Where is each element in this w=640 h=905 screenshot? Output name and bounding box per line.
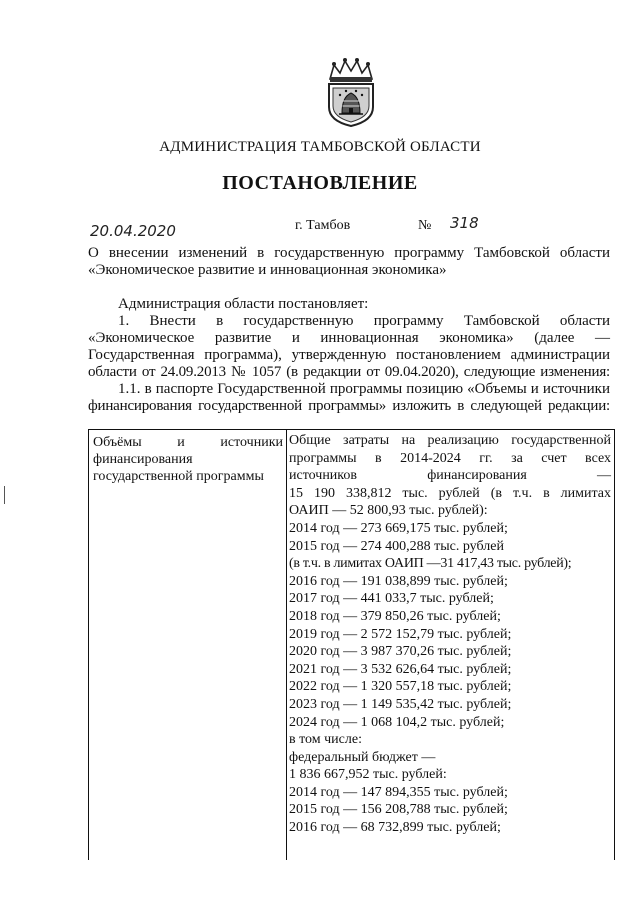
table-right-line: Общие затраты на реализацию государственной (289, 433, 611, 448)
table-right-line: в том числе: (289, 732, 362, 748)
table-right-line: 2018 год — 379 850,26 тыс. рублей; (289, 608, 501, 624)
table-right-line: ОАИП — 52 800,93 тыс. рублей): (289, 503, 488, 519)
document-body (88, 296, 610, 415)
table-left-line: Объёмы и источники (93, 435, 283, 450)
body-line: области от 24.09.2013 № 1057 (в редакции от 09.04.2020), следующие изменения: (88, 364, 610, 380)
body-line: 1.1. в паспорте Государственной программы позицию «Объемы и источники (118, 381, 610, 397)
body-line: Государственная программа), утвержденную постановлением администрации (88, 347, 610, 363)
table-right-line: 2015 год — 274 400,288 тыс. рублей (289, 538, 504, 554)
table-right-line: 2024 год — 1 068 104,2 тыс. рублей; (289, 714, 505, 730)
document-subject (88, 245, 610, 279)
table-right-line: источников финансирования — (289, 468, 611, 484)
document-city: г. Тамбов (295, 218, 351, 233)
table-right-line: 2016 год — 68 732,899 тыс. рублей; (289, 820, 501, 836)
table-left-line: государственной программы (93, 469, 264, 484)
financing-table (88, 429, 615, 860)
table-right-line: 2021 год — 3 532 626,64 тыс. рублей; (289, 661, 512, 677)
table-right-line: 2016 год — 191 038,899 тыс. рублей; (289, 573, 508, 589)
document-type-title: ПОСТАНОВЛЕНИЕ (222, 172, 418, 194)
table-left-line: финансирования (93, 452, 193, 467)
table-right-line: 2020 год — 3 987 370,26 тыс. рублей; (289, 644, 512, 660)
table-right-line: 2019 год — 2 572 152,79 тыс. рублей; (289, 626, 512, 642)
table-right-line: федеральный бюджет — (289, 749, 436, 765)
body-line: «Экономическое развитие и инновационная экономика» (далее — (88, 330, 610, 346)
document-date: 20.04.2020 (90, 222, 176, 240)
table-right-line: программы в 2014-2024 гг. за счет всех (289, 450, 611, 466)
table-right-line: 2023 год — 1 149 535,42 тыс. рублей; (289, 696, 512, 712)
table-right-cell (289, 432, 611, 837)
table-right-line: (в т.ч. в лимитах ОАИП —31 417,43 тыс. рублей); (289, 556, 572, 572)
body-line: Администрация области постановляет: (118, 296, 369, 312)
table-right-line: 2015 год — 156 208,788 тыс. рублей; (289, 802, 508, 818)
table-right-line: 1 836 667,952 тыс. рублей: (289, 767, 447, 783)
tambov-coat-of-arms-icon (320, 57, 382, 127)
scan-margin-mark (4, 486, 5, 504)
table-right-line: 2014 год — 273 669,175 тыс. рублей; (289, 520, 508, 536)
organization-name: АДМИНИСТРАЦИЯ ТАМБОВСКОЙ ОБЛАСТИ (159, 139, 481, 155)
document-number-label: № (418, 218, 432, 233)
table-right-line: 2017 год — 441 033,7 тыс. рублей; (289, 591, 494, 607)
subject-line: «Экономическое развитие и инновационная экономика» (88, 262, 447, 278)
table-right-line: 2022 год — 1 320 557,18 тыс. рублей; (289, 679, 512, 695)
subject-line: О внесении изменений в государственную программу Тамбовской области (88, 245, 610, 261)
table-left-cell (93, 434, 283, 485)
document-number: 318 (450, 214, 479, 232)
body-line: финансирования государственной программы» изложить в следующей редакции: (88, 398, 610, 414)
body-line: 1. Внести в государственную программу Тамбовской области (118, 313, 610, 329)
table-right-line: 2014 год — 147 894,355 тыс. рублей; (289, 784, 508, 800)
table-column-divider (286, 430, 287, 860)
table-right-line: 15 190 338,812 тыс. рублей (в т.ч. в лимитах (289, 485, 611, 501)
